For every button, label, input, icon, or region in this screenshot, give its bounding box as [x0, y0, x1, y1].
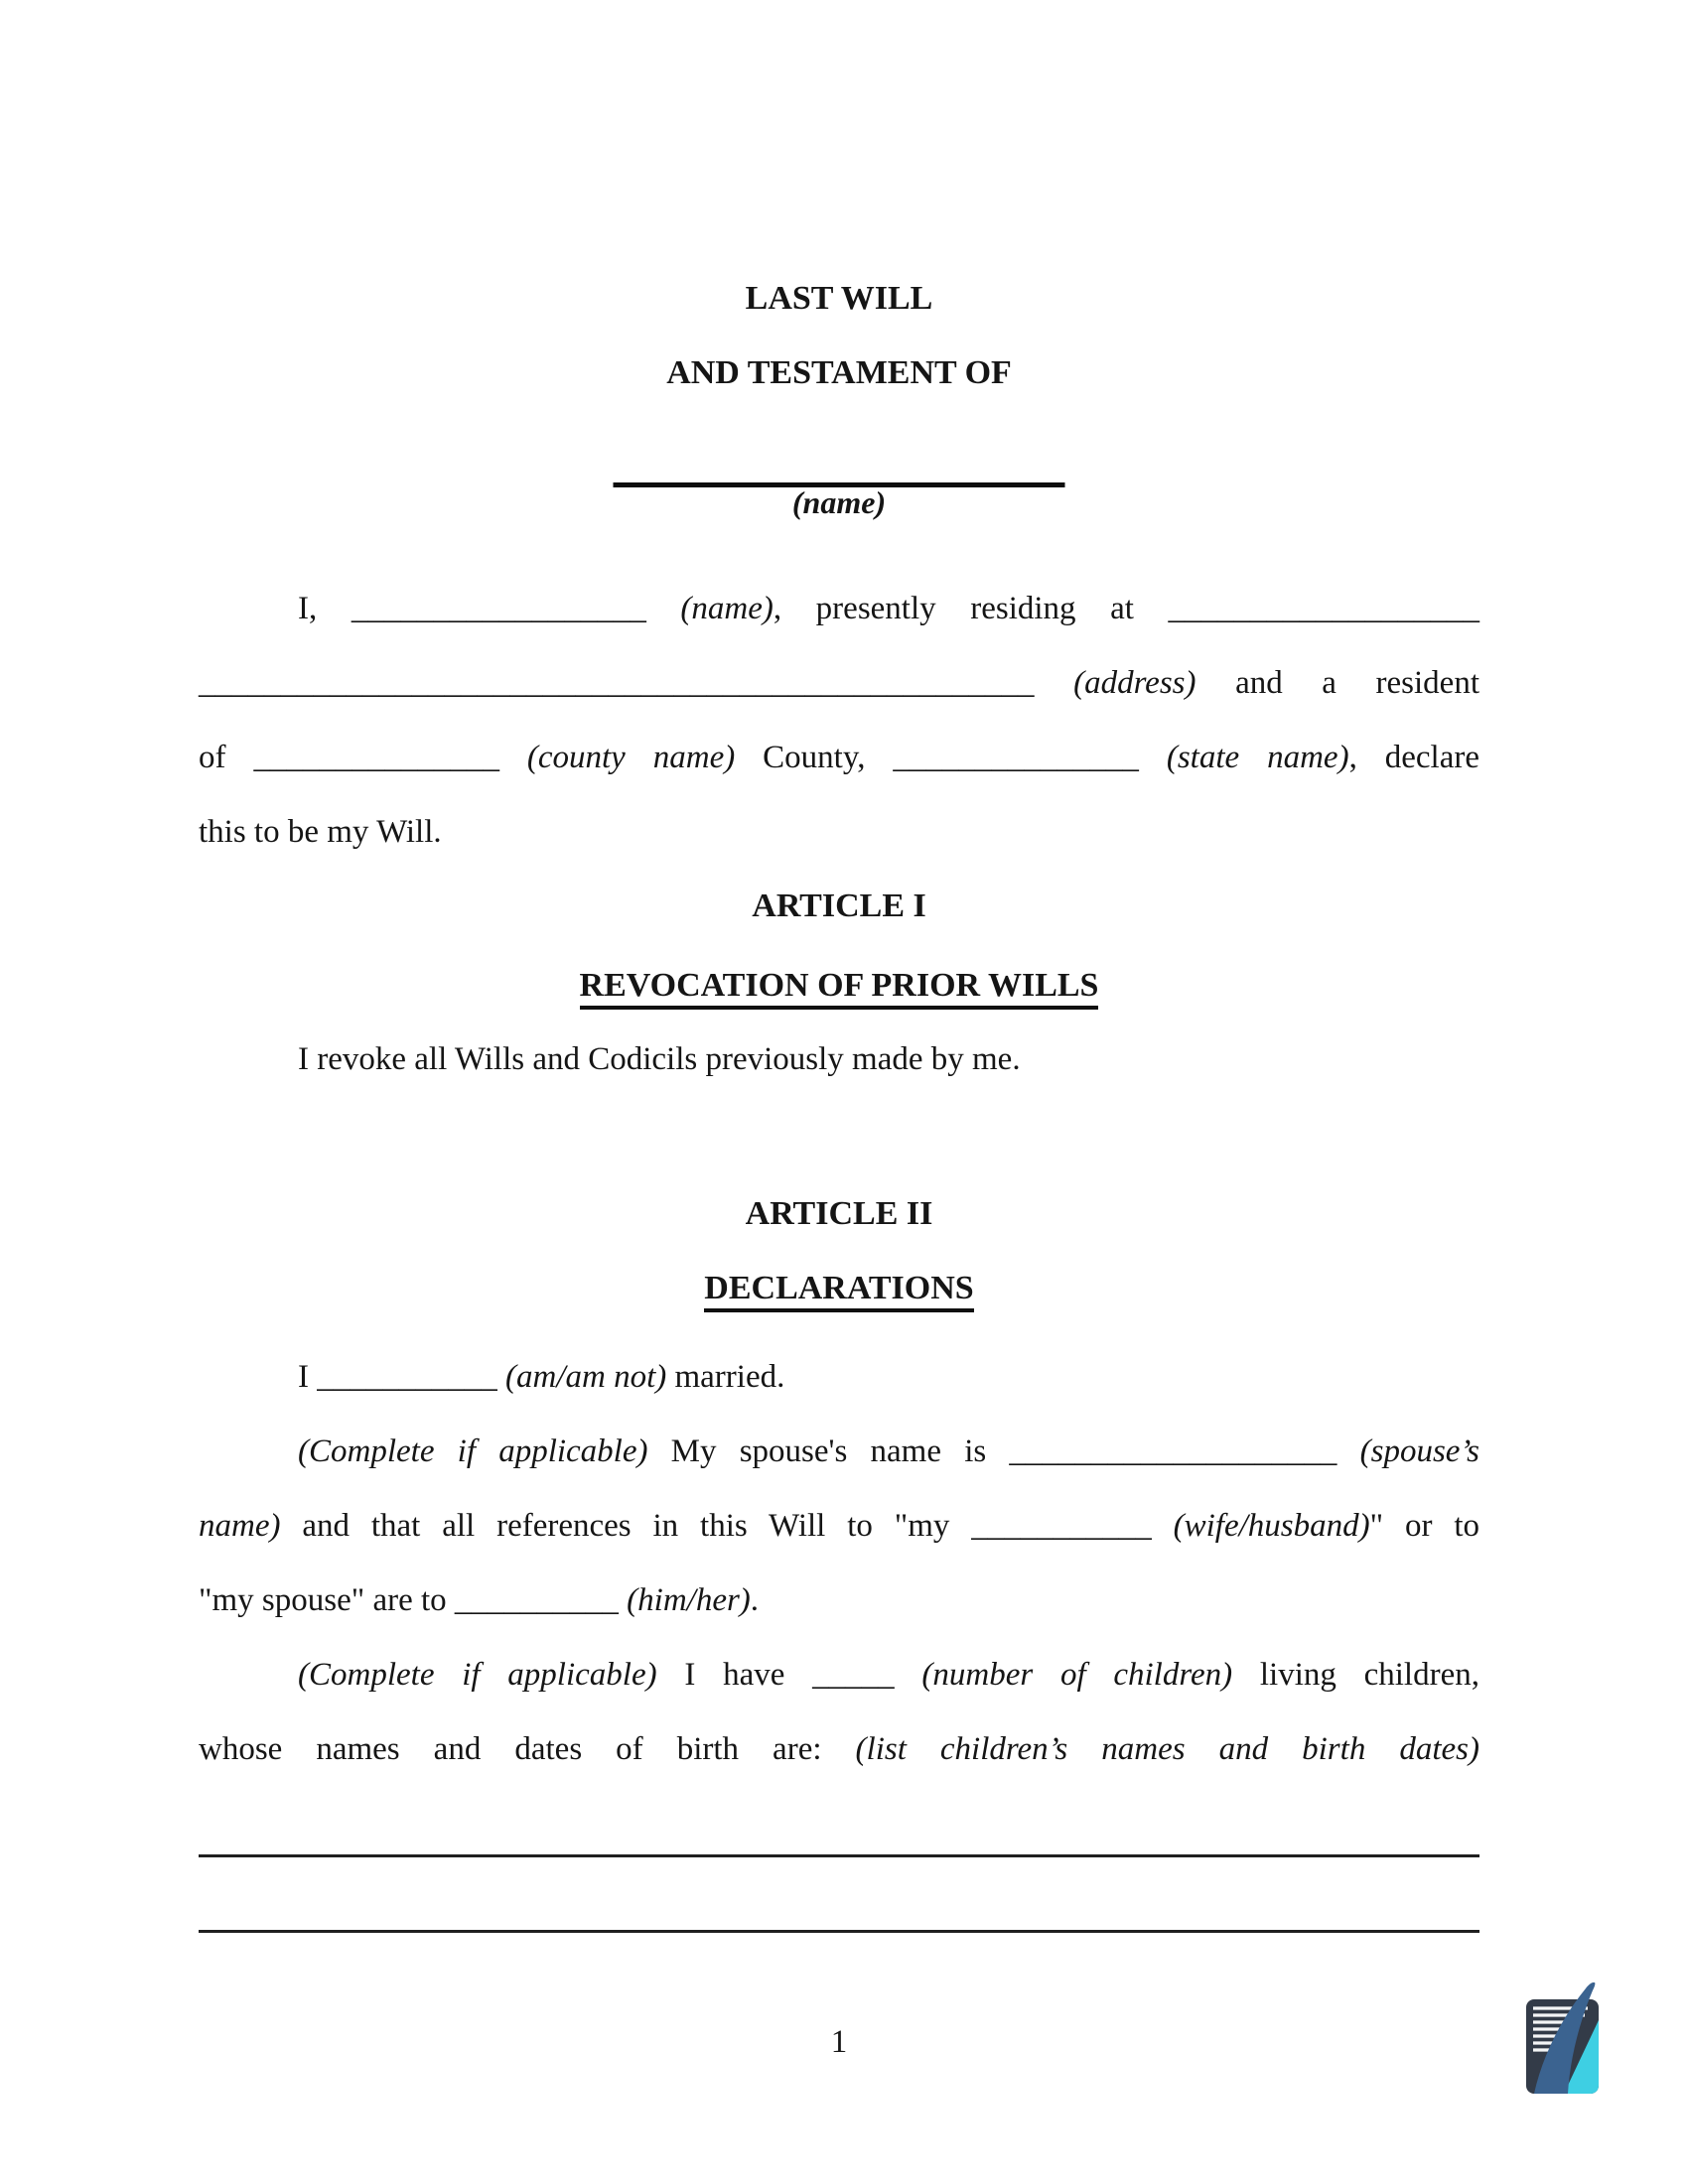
children-paragraph-line-1: [199, 1638, 1479, 1712]
blank-children-list-line-1[interactable]: [199, 1854, 1479, 1857]
opening-paragraph-line-3: [199, 721, 1479, 795]
article2-subheading-underlined-text: DECLARATIONS: [704, 1270, 973, 1312]
page-number: 1: [830, 2024, 848, 2060]
text-run: , declare: [1348, 740, 1479, 775]
blank-am-am-not[interactable]: ___________: [317, 1359, 497, 1395]
blank-residence-address-1[interactable]: ___________________: [1168, 591, 1479, 626]
text-run: I have: [656, 1657, 813, 1693]
italic-instruction-text: (him/her): [627, 1582, 751, 1618]
page-content: [199, 0, 1479, 2184]
blank-residence-address-2[interactable]: ___________________________________________________: [199, 665, 1035, 701]
italic-instruction-text: (state name): [1166, 740, 1349, 775]
text-run: this to be my Will.: [199, 814, 442, 850]
brand-logo: [1526, 1982, 1602, 2095]
italic-instruction-text: (wife/husband): [1173, 1508, 1370, 1544]
name-caption: (name): [791, 484, 887, 520]
text-run: [895, 1657, 922, 1693]
text-run: of: [199, 740, 254, 775]
text-run: , presently residing at: [773, 591, 1169, 626]
article1-heading: ARTICLE I: [752, 887, 926, 924]
document-title-line-1: LAST WILL: [745, 280, 933, 317]
text-run: [499, 740, 527, 775]
blank-him-her[interactable]: __________: [454, 1582, 619, 1618]
opening-paragraph-line-4: [199, 795, 1479, 870]
spouse-paragraph-line-1: [199, 1415, 1479, 1489]
spouse-paragraph-line-2: [199, 1489, 1479, 1564]
text-run: [646, 591, 681, 626]
text-run: My spouse's name is: [647, 1433, 1010, 1469]
blank-wife-husband[interactable]: ___________: [971, 1508, 1152, 1544]
blank-state-name[interactable]: _______________: [893, 740, 1139, 775]
children-paragraph-line-2: [199, 1712, 1479, 1787]
opening-paragraph-line-2: [199, 646, 1479, 721]
text-run: " or to: [1369, 1508, 1479, 1544]
text-run: I,: [298, 591, 352, 626]
text-run: I: [298, 1359, 318, 1395]
italic-instruction-text: (Complete if applicable): [298, 1433, 648, 1469]
italic-instruction-text: (am/am not): [505, 1359, 667, 1395]
italic-instruction-text: (spouse’s: [1359, 1433, 1480, 1469]
text-run: [1152, 1508, 1174, 1544]
blank-spouse-name[interactable]: ____________________: [1009, 1433, 1337, 1469]
blank-number-of-children[interactable]: _____: [812, 1657, 895, 1693]
article1-subheading-underlined-text: REVOCATION OF PRIOR WILLS: [580, 967, 1099, 1010]
text-run: "my spouse" are to: [199, 1582, 455, 1618]
document-title-line-2: AND TESTAMENT OF: [666, 354, 1012, 391]
text-run: and a resident: [1196, 665, 1479, 701]
text-run: whose names and dates of birth are:: [199, 1731, 856, 1767]
text-run: [1035, 665, 1074, 701]
blank-children-list-line-2[interactable]: [199, 1930, 1479, 1933]
italic-instruction-text: (list children’s names and birth dates): [855, 1731, 1479, 1767]
italic-instruction-text: name): [199, 1508, 281, 1544]
text-run: County,: [735, 740, 894, 775]
marital-status-line: [199, 1340, 1479, 1415]
blank-county-name[interactable]: _______________: [253, 740, 499, 775]
blank-testator-name[interactable]: __________________: [351, 591, 646, 626]
opening-paragraph-line-1: [199, 572, 1479, 646]
text-run: [1139, 740, 1167, 775]
text-run: and that all references in this Will to "my: [280, 1508, 972, 1544]
text-run: [497, 1359, 505, 1395]
italic-instruction-text: (Complete if applicable): [298, 1657, 657, 1693]
article2-heading: ARTICLE II: [745, 1195, 933, 1232]
article1-subheading: [199, 948, 1479, 1023]
spouse-paragraph-line-3: [199, 1564, 1479, 1638]
document-swoosh-logo-icon: [1526, 1982, 1602, 2095]
revocation-paragraph: I revoke all Wills and Codicils previously made by me.: [298, 1041, 1021, 1077]
text-run: living children,: [1232, 1657, 1479, 1693]
text-run: [1336, 1433, 1359, 1469]
italic-instruction-text: (number of children): [921, 1657, 1233, 1693]
text-run: married.: [666, 1359, 785, 1395]
italic-instruction-text: (address): [1073, 665, 1196, 701]
italic-instruction-text: (name): [680, 591, 774, 626]
text-run: [619, 1582, 627, 1618]
text-run: .: [750, 1582, 760, 1618]
italic-instruction-text: (county name): [526, 740, 736, 775]
article2-subheading: [199, 1251, 1479, 1325]
